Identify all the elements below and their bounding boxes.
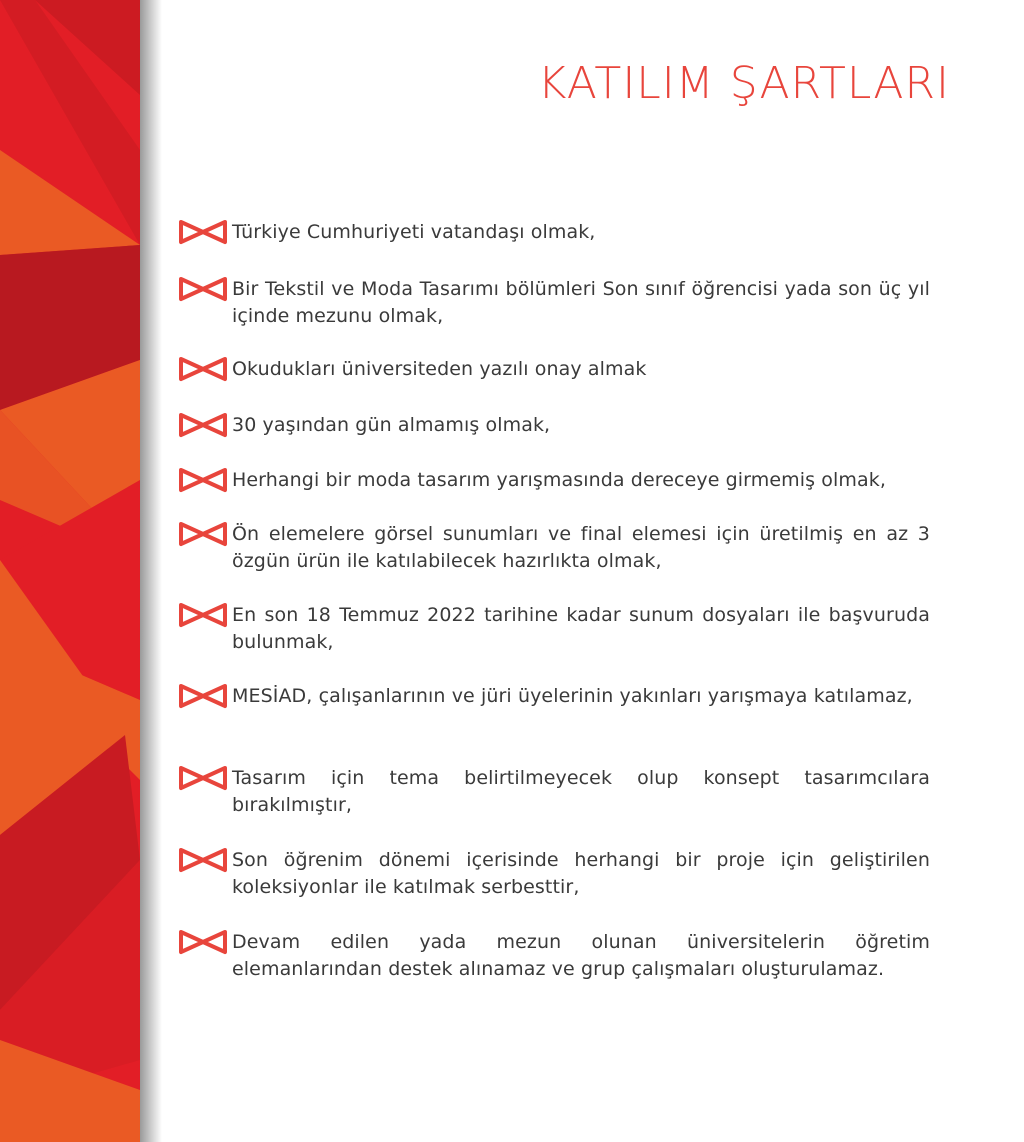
requirement-text: Son öğrenim dönemi içerisinde herhangi bir proje için geliştirilen koleksiyonlar ile katılmak serbesttir,: [232, 849, 930, 898]
requirement-item: [178, 467, 930, 497]
bowtie-icon: [178, 683, 232, 713]
requirement-text: Türkiye Cumhuriyeti vatandaşı olmak,: [232, 221, 596, 243]
bowtie-icon: [178, 765, 232, 795]
requirement-text: Bir Tekstil ve Moda Tasarımı bölümleri Son sınıf öğrencisi yada son üç yıl içinde mezunu olmak,: [232, 278, 930, 327]
bowtie-icon: [178, 929, 232, 959]
requirement-item: [178, 765, 930, 819]
requirement-item: [178, 356, 930, 386]
bowtie-icon: [178, 219, 232, 249]
requirement-text: 30 yaşından gün almamış olmak,: [232, 414, 551, 436]
requirement-text: Tasarım için tema belirtilmeyecek olup konsept tasarımcılara bırakılmıştır,: [232, 767, 930, 816]
bowtie-icon: [178, 356, 232, 386]
requirement-item: [178, 219, 930, 249]
requirement-text: MESİAD, çalışanlarının ve jüri üyelerinin yakınları yarışmaya katılamaz,: [232, 685, 913, 707]
bowtie-icon: [178, 847, 232, 877]
requirement-text: Okudukları üniversiteden yazılı onay almak: [232, 358, 647, 380]
requirement-text: Herhangi bir moda tasarım yarışmasında dereceye girmemiş olmak,: [232, 469, 886, 491]
decorative-side-band: [0, 0, 162, 1142]
bowtie-icon: [178, 602, 232, 632]
requirement-item: [178, 521, 930, 575]
bowtie-icon: [178, 276, 232, 306]
requirement-item: [178, 412, 930, 442]
requirement-item: [178, 683, 930, 713]
requirement-text: En son 18 Temmuz 2022 tarihine kadar sunum dosyaları ile başvuruda bulunmak,: [232, 604, 930, 653]
requirement-text: Ön elemelere görsel sunumları ve final elemesi için üretilmiş en az 3 özgün ürün ile katılabilecek hazırlıkta olmak,: [232, 523, 930, 572]
bowtie-icon: [178, 412, 232, 442]
requirement-item: [178, 847, 930, 901]
requirement-item: [178, 602, 930, 656]
page-title: KATILIM ŞARTLARI: [537, 58, 950, 109]
requirement-text: Devam edilen yada mezun olunan üniversitelerin öğretim elemanlarından destek alınamaz ve grup çalışmaları oluşturulamaz.: [232, 931, 930, 980]
requirement-item: [178, 929, 930, 983]
bowtie-icon: [178, 521, 232, 551]
requirement-item: [178, 276, 930, 330]
bowtie-icon: [178, 467, 232, 497]
